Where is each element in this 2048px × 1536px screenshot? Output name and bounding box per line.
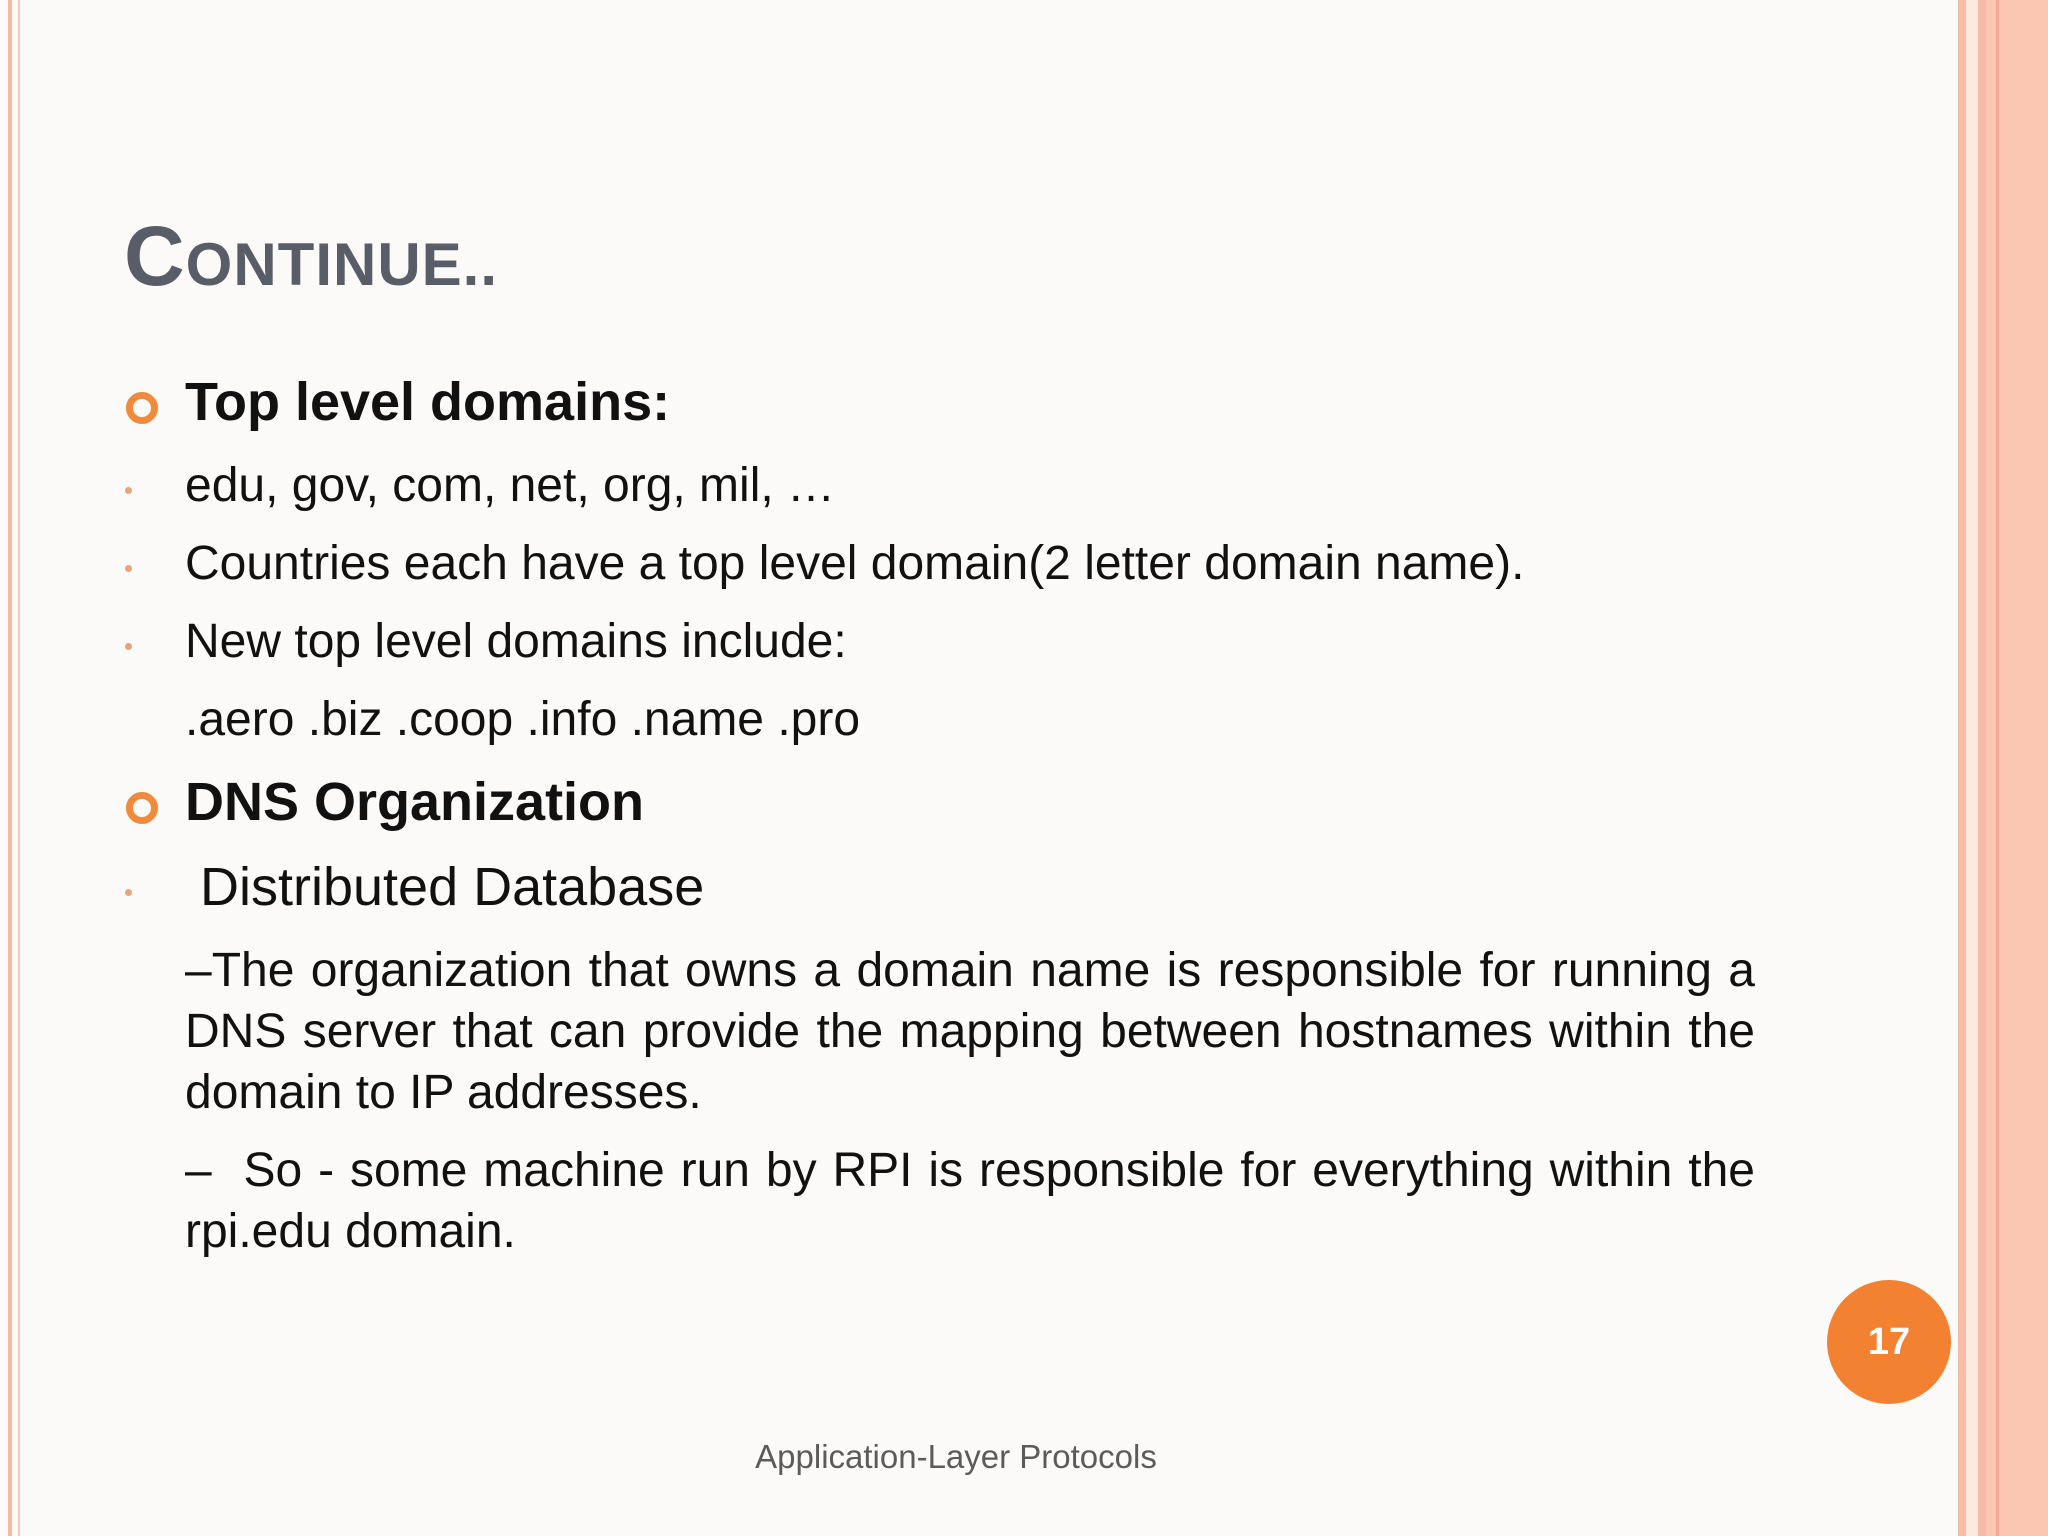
- left-border-line-outer: [8, 0, 12, 1536]
- page-number-badge: 17: [1827, 1280, 1951, 1404]
- dot-bullet-icon: [125, 565, 132, 572]
- paragraph: – So - some machine run by RPI is responsible for everything within the rpi.edu domain.: [185, 1144, 1769, 1258]
- bullet-item: edu, gov, com, net, org, mil, …: [185, 459, 836, 512]
- dot-bullet-icon: [125, 643, 132, 650]
- paragraph: –The organization that owns a domain name is responsible for running a DNS server that can provide the mapping between hostnames within the domain to IP addresses.: [185, 944, 1755, 1119]
- slide-title: [124, 208, 498, 305]
- section-heading-dns-organization: DNS Organization: [185, 772, 645, 832]
- ring-bullet-icon: [126, 792, 158, 824]
- right-stripe-5: [1996, 0, 1999, 1536]
- right-stripe-3: [1978, 0, 1986, 1536]
- bullet-item: New top level domains include:: [185, 615, 847, 668]
- right-stripe-2: [1966, 0, 1978, 1536]
- bullet-item: Countries each have a top level domain(2 letter domain name).: [185, 537, 1525, 590]
- slide-title-initial: C: [124, 209, 186, 303]
- bullet-item: Distributed Database: [185, 857, 705, 917]
- section-heading-top-level-domains: Top level domains:: [185, 372, 671, 432]
- dot-bullet-icon: [125, 487, 132, 494]
- right-stripe-1: [1958, 0, 1966, 1536]
- dot-bullet-icon: [125, 889, 132, 896]
- slide-title-rest: ONTINUE..: [185, 231, 499, 298]
- ring-bullet-icon: [126, 392, 158, 424]
- bullet-continuation: .aero .biz .coop .info .name .pro: [185, 693, 861, 746]
- slide-footer: Application-Layer Protocols: [755, 1438, 1157, 1475]
- left-border-line-inner: [18, 0, 20, 1536]
